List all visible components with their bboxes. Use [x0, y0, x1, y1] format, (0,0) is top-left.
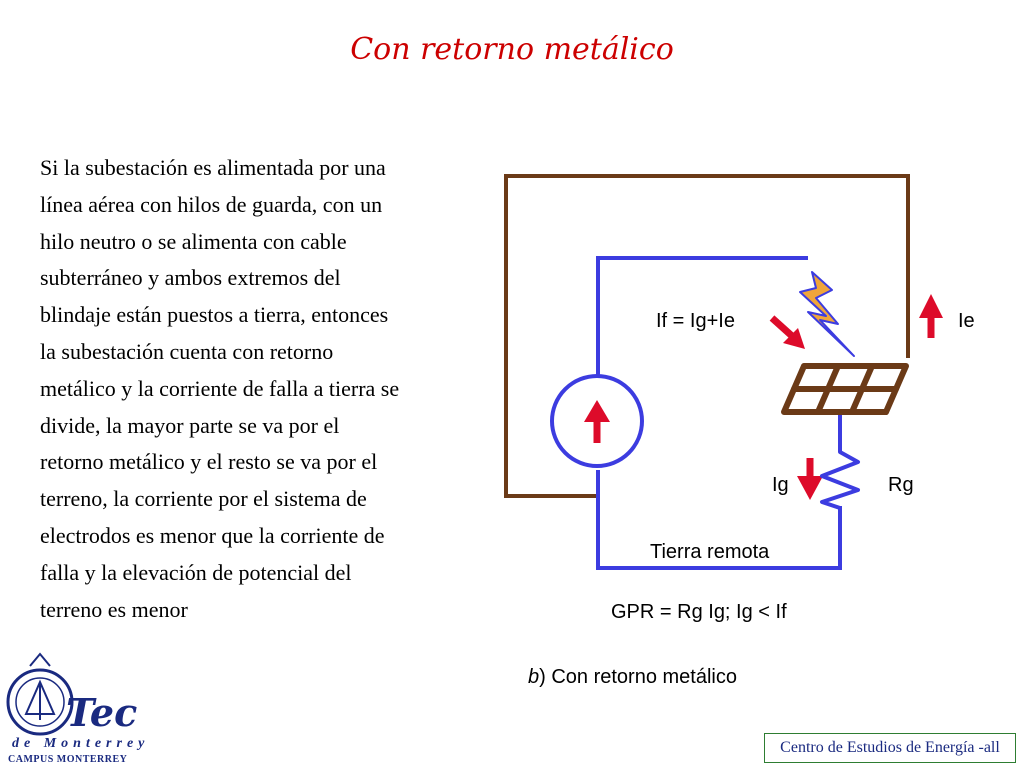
- gpr-equation: GPR = Rg Ig; Ig < If: [611, 601, 787, 623]
- ig-down-arrow: [797, 458, 823, 500]
- tec-campus: CAMPUS MONTERREY: [8, 754, 128, 765]
- grounding-grid-icon: [784, 366, 906, 412]
- tec-logo: [4, 650, 164, 768]
- caption-text: ) Con retorno metálico: [539, 666, 737, 688]
- ie-up-arrow: [919, 294, 943, 338]
- paragraph-line: metálico y la corriente de falla a tierra se: [40, 375, 400, 401]
- tec-subtitle: de Monterrey: [12, 736, 150, 751]
- paragraph-line: subterráneo y ambos extremos del: [40, 265, 341, 291]
- tec-seal-icon: [4, 652, 74, 742]
- if-label: If = Ig+Ie: [656, 310, 735, 332]
- caption-letter: b: [528, 666, 540, 688]
- paragraph-line: terreno es menor: [40, 596, 188, 622]
- paragraph-line: divide, la mayor parte se va por el: [40, 412, 340, 438]
- resistor-rg-icon: [822, 442, 858, 508]
- lightning-bolt-icon: [800, 272, 854, 356]
- ie-label: Ie: [958, 310, 975, 332]
- paragraph-line: retorno metálico y el resto se va por el: [40, 449, 378, 475]
- footer-credit: Centro de Estudios de Energía -all: [764, 733, 1016, 763]
- tec-wordmark: Tec: [66, 690, 138, 735]
- paragraph-line: línea aérea con hilos de guarda, con un: [40, 191, 383, 217]
- tierra-remota-label: Tierra remota: [650, 541, 770, 563]
- paragraph-line: blindaje están puestos a tierra, entonces: [40, 302, 389, 328]
- paragraph-line: electrodos es menor que la corriente de: [40, 522, 385, 548]
- slide-title: Con retorno metálico: [350, 32, 674, 67]
- ig-label: Ig: [772, 474, 789, 496]
- paragraph-line: hilo neutro o se alimenta con cable: [40, 228, 347, 254]
- paragraph-line: la subestación cuenta con retorno: [40, 338, 334, 364]
- paragraph-line: Si la subestación es alimentada por una: [40, 155, 386, 180]
- paragraph-line: terreno, la corriente por el sistema de: [40, 486, 367, 512]
- paragraph-line: falla y la elevación de potencial del: [40, 559, 352, 585]
- rg-label: Rg: [888, 474, 914, 496]
- fault-current-arrow: [772, 318, 805, 349]
- figure-caption: [528, 666, 737, 689]
